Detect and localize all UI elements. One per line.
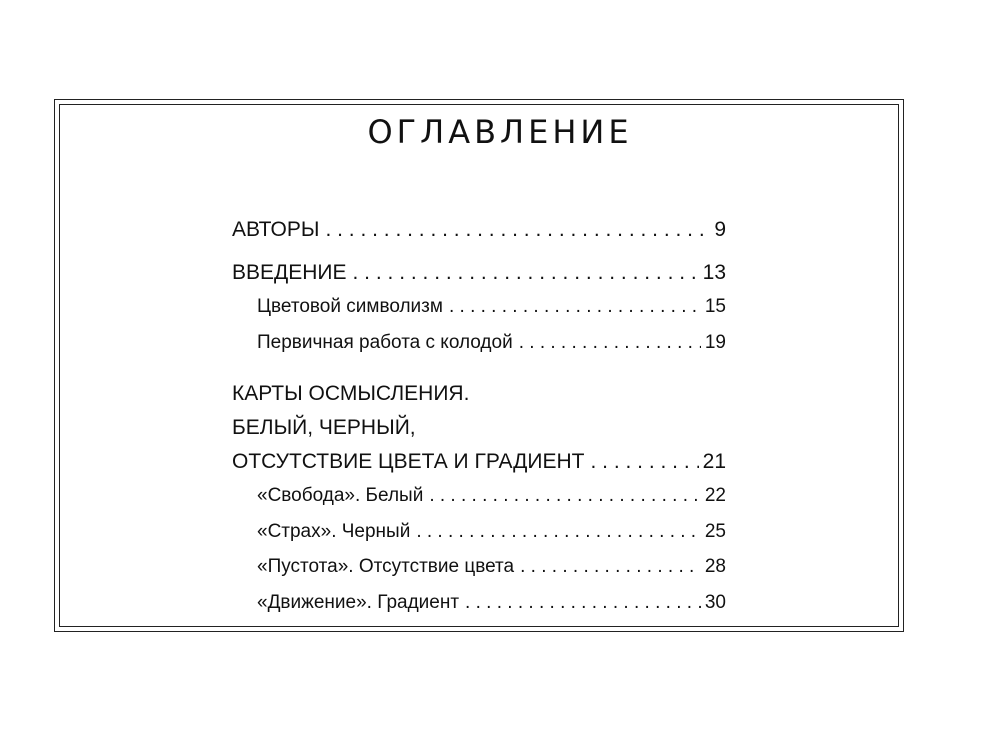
toc-entry-authors[interactable] [232,219,726,240]
dot-leader [520,557,701,576]
toc-entry-page: 15 [704,296,726,317]
toc-entry-page: 22 [704,485,726,506]
toc-entry-color-symbolism[interactable] [257,297,726,316]
toc-entry-page: 30 [704,592,726,613]
toc-entry-page: 13 [702,261,726,284]
toc-entry-intro[interactable] [232,262,726,283]
dot-leader [519,333,701,352]
page-title: ОГЛАВЛЕНИЕ [367,113,633,151]
toc-heading-line-1: КАРТЫ ОСМЫСЛЕНИЯ. [232,382,470,405]
outer-frame [54,99,904,632]
toc-entry-label: «Страх». Черный [257,521,411,542]
toc-entry-label: АВТОРЫ [232,218,320,241]
dot-leader [449,297,701,316]
dot-leader [429,486,701,505]
inner-frame [59,104,899,627]
toc-entry-cards[interactable] [232,451,726,472]
toc-entry-label: Первичная работа с колодой [257,332,513,353]
toc-entry-page: 25 [704,521,726,542]
toc-entry-label: «Движение». Градиент [257,592,460,613]
toc-entry-movement[interactable] [257,593,726,612]
toc-entry-page: 19 [704,332,726,353]
toc-entry-page: 21 [702,450,726,473]
toc-entry-freedom[interactable] [257,486,726,505]
toc-entry-label: «Свобода». Белый [257,485,424,506]
toc-entry-emptiness[interactable] [257,557,726,576]
toc-entry-page: 28 [704,556,726,577]
dot-leader [465,593,701,612]
toc-entry-fear[interactable] [257,522,726,541]
toc-entry-deck-work[interactable] [257,333,726,352]
toc-entry-label: ВВЕДЕНИЕ [232,261,347,284]
dot-leader [590,451,698,472]
toc-entry-label: «Пустота». Отсутствие цвета [257,556,515,577]
dot-leader [353,262,699,283]
toc-entry-label: ОТСУТСТВИЕ ЦВЕТА И ГРАДИЕНТ [232,450,585,473]
dot-leader [325,219,710,240]
toc-entry-page: 9 [714,218,726,241]
dot-leader [416,522,701,541]
toc-heading-line-2: БЕЛЫЙ, ЧЕРНЫЙ, [232,416,416,439]
toc-entry-label: Цветовой символизм [257,296,443,317]
